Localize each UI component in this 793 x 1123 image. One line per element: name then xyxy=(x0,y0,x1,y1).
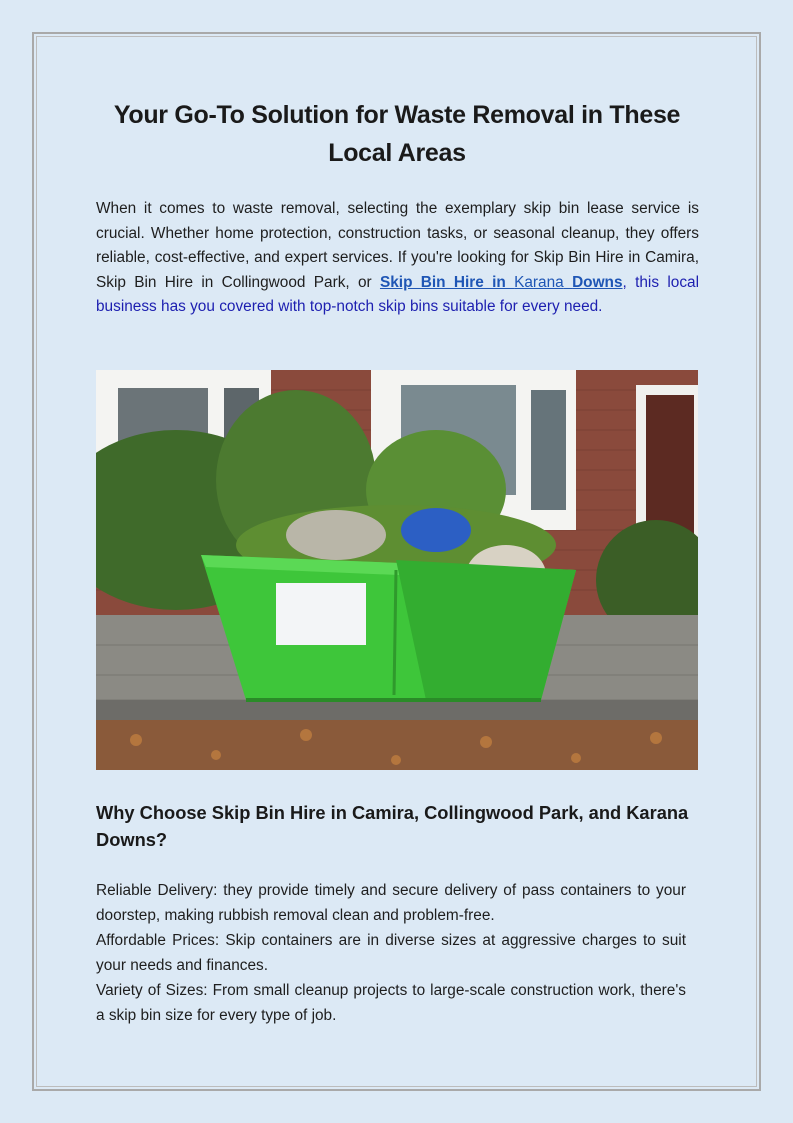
intro-after-link: , this local business has you covered with top-notch skip bins suitable for every need. xyxy=(96,273,700,316)
feature-affordable-prices: Affordable Prices: Skip containers are in diverse sizes at aggressive charges to suit your needs and finances. xyxy=(96,932,686,974)
page-title: Your Go-To Solution for Waste Removal in These Local Areas xyxy=(113,101,681,167)
features-list xyxy=(96,878,686,1028)
karana-downs-link[interactable]: Skip Bin Hire in Karana Downs xyxy=(379,273,623,291)
intro-paragraph xyxy=(96,197,699,320)
intro-text: When it comes to waste removal, selecting the exemplary skip bin lease service is crucial. Whether home protection, construction tasks, or seasonal cleanup, they offers reliable, cost-effective, and expert services. If you're looking for Skip Bin Hire in Camira, Skip Bin Hire in Collingwood Park, or xyxy=(96,200,699,291)
feature-variety-of-sizes: Variety of Sizes: From small cleanup projects to large-scale construction work, there's a skip bin size for every type of job. xyxy=(96,982,686,1024)
skip-bin-photo xyxy=(96,370,698,770)
feature-reliable-delivery: Reliable Delivery: they provide timely and secure delivery of pass containers to your doorstep, making rubbish removal clean and problem-free. xyxy=(96,882,686,924)
section-heading: Why Choose Skip Bin Hire in Camira, Collingwood Park, and Karana Downs? xyxy=(96,802,689,850)
